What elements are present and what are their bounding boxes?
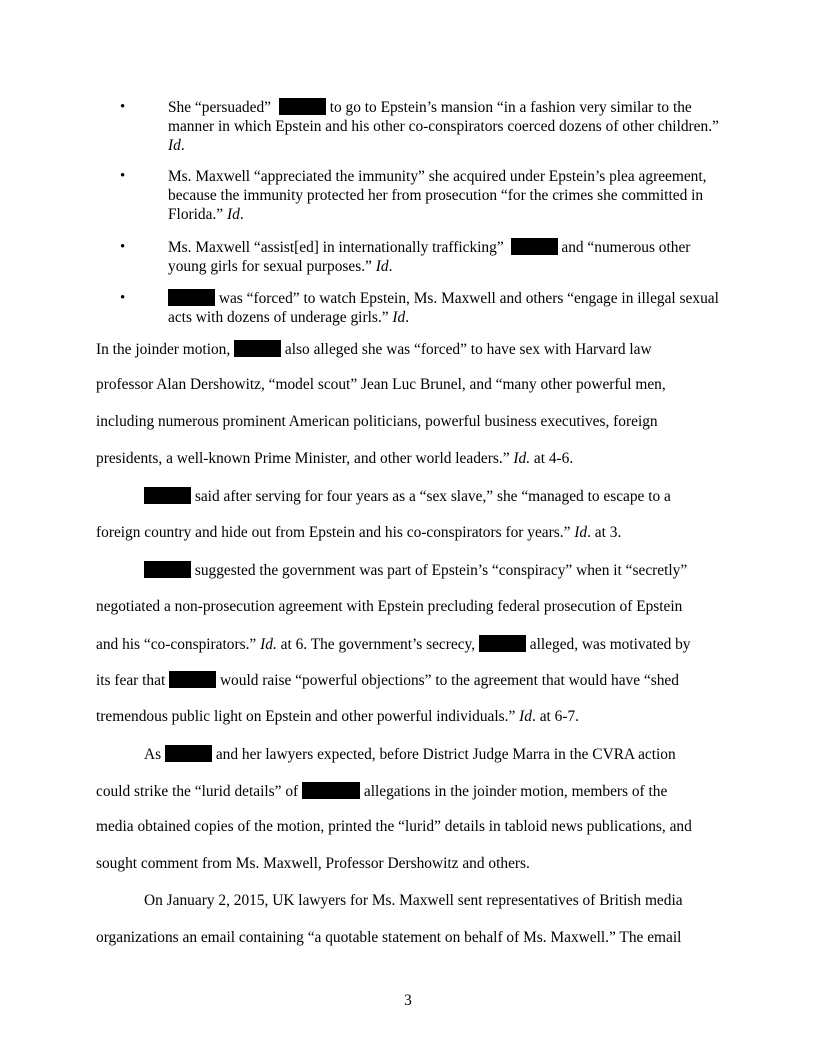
- redaction-box: [144, 561, 191, 578]
- body-line: professor Alan Dershowitz, “model scout” Jean Luc Brunel, and “many other powerful men,: [96, 376, 666, 393]
- bullet-marker: •: [120, 168, 126, 184]
- body-line: In the joinder motion, also alleged she was “forced” to have sex with Harvard law: [96, 341, 652, 358]
- body-line: could strike the “lurid details” of allegations in the joinder motion, members of the: [96, 783, 668, 800]
- body-line: presidents, a well-known Prime Minister, and other world leaders.” Id. at 4-6.: [96, 450, 574, 467]
- body-line: said after serving for four years as a “sex slave,” she “managed to escape to a: [144, 487, 671, 506]
- body-line: negotiated a non-prosecution agreement with Epstein precluding federal prosecution of Epstein: [96, 598, 683, 615]
- body-line: tremendous public light on Epstein and other powerful individuals.” Id. at 6-7.: [96, 708, 580, 725]
- bullet-marker: •: [120, 99, 126, 115]
- redaction-box: [234, 340, 281, 357]
- redaction-box: [302, 782, 360, 799]
- redaction-box: [165, 745, 212, 762]
- body-line: sought comment from Ms. Maxwell, Professor Dershowitz and others.: [96, 855, 530, 872]
- redaction-box: [169, 671, 216, 688]
- body-line: suggested the government was part of Epstein’s “conspiracy” when it “secretly”: [144, 561, 687, 580]
- bullet-marker: •: [120, 239, 126, 255]
- redaction-box: [479, 635, 526, 652]
- bullet-marker: •: [120, 290, 126, 306]
- body-line: As and her lawyers expected, before District Judge Marra in the CVRA action: [144, 746, 676, 763]
- redaction-box: [168, 289, 215, 306]
- body-line: its fear that would raise “powerful objections” to the agreement that would have “shed: [96, 672, 679, 689]
- body-line: On January 2, 2015, UK lawyers for Ms. Maxwell sent representatives of British media: [144, 892, 683, 909]
- bullet-item: • Ms. Maxwell “appreciated the immunity” she acquired under Epstein’s plea agreement, because the immunity protected her from prosecution “for the crimes she committed in Florida.” Id.: [120, 168, 707, 223]
- redaction-box: [279, 98, 326, 115]
- body-line: and his “co-conspirators.” Id. at 6. The government’s secrecy, alleged, was motivated by: [96, 636, 691, 653]
- redaction-box: [144, 487, 191, 504]
- body-line: including numerous prominent American politicians, powerful business executives, foreign: [96, 413, 658, 430]
- bullet-item: • was “forced” to watch Epstein, Ms. Maxwell and others “engage in illegal sexual acts with dozens of underage girls.” Id.: [120, 290, 719, 326]
- body-line: foreign country and hide out from Epstein and his co-conspirators for years.” Id. at 3.: [96, 524, 622, 541]
- body-line: media obtained copies of the motion, printed the “lurid” details in tabloid news publications, and: [96, 818, 692, 835]
- bullet-item: • Ms. Maxwell “assist[ed] in internationally trafficking” and “numerous other young girls for sexual purposes.” Id.: [120, 239, 691, 275]
- bullet-item: • She “persuaded” to go to Epstein’s mansion “in a fashion very similar to the manner in which Epstein and his other co-conspirators coerced dozens of other children.” Id.: [120, 99, 719, 154]
- page-number: 3: [404, 992, 412, 1009]
- redaction-box: [511, 238, 558, 255]
- body-line: organizations an email containing “a quotable statement on behalf of Ms. Maxwell.” The email: [96, 929, 682, 946]
